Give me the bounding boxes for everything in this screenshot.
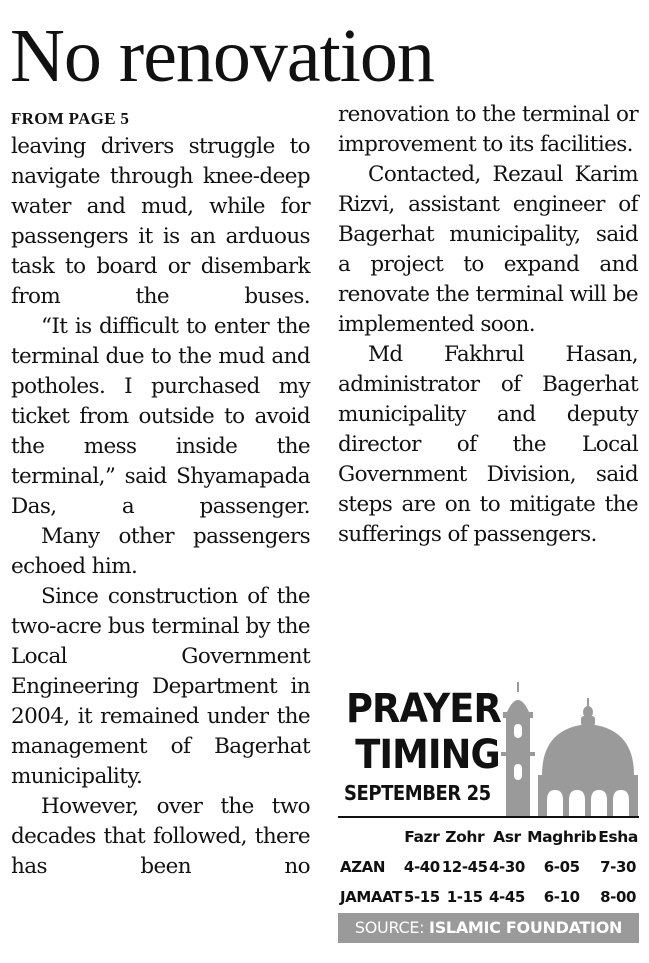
column-header: Asr <box>493 828 521 846</box>
table-cell: 8-00 <box>600 888 637 906</box>
paragraph: “It is difficult to enter the terminal due to the mud and potholes. I purchased my ticket from outside to avoid the mess inside the terminal,” said Shyamapada Das, a passenger. <box>11 314 310 519</box>
row-label: AZAN <box>340 858 386 876</box>
headline: No renovation <box>10 14 434 98</box>
paragraph: leaving drivers struggle to navigate through knee-deep water and mud, while for passengers it is an arduous task to board or disembark from the buses. <box>11 134 310 309</box>
row-label: JAMAAT <box>340 888 403 906</box>
table-cell: 4-30 <box>489 858 525 876</box>
table-cell: 6-05 <box>543 858 580 876</box>
source-bar <box>338 913 639 943</box>
table-cell: 1-15 <box>446 888 483 906</box>
paragraph: Since construction of the two-acre bus terminal by the Local Government Engineering Department in 2004, it remained under the management of Bagerhat municipality. <box>11 584 310 789</box>
paragraph: renovation to the terminal or improvement to its facilities. <box>338 102 638 157</box>
article-column-left <box>11 108 310 882</box>
mosque-icon <box>498 680 639 817</box>
prayer-date: SEPTEMBER 25 <box>344 781 491 805</box>
column-header-blank <box>338 822 402 852</box>
paragraph: Contacted, Rezaul Karim Rizvi, assistant engineer of Bagerhat municipality, said a project to expand and renovate the terminal will be implemented soon. <box>338 162 638 337</box>
prayer-title <box>346 686 501 778</box>
prayer-title-line1: PRAYER <box>346 686 501 732</box>
prayer-times-table <box>338 822 639 912</box>
table-cell: 6-10 <box>543 888 580 906</box>
prayer-divider <box>338 816 639 818</box>
table-row <box>338 852 639 882</box>
column-header: Esha <box>598 828 638 846</box>
prayer-title-line2: TIMING <box>355 732 500 778</box>
paragraph: Md Fakhrul Hasan, administrator of Bagerhat municipality and deputy director of the Local Government Division, said steps are on to mitigate the sufferings of passengers. <box>338 342 638 547</box>
prayer-timing-box <box>338 680 639 945</box>
table-cell: 7-30 <box>600 858 637 876</box>
table-cell: 12-45 <box>441 858 488 876</box>
article-column-right <box>338 102 638 550</box>
table-header-row <box>338 822 639 852</box>
table-row <box>338 882 639 912</box>
source-organization: ISLAMIC FOUNDATION <box>429 918 623 937</box>
column-header: Zohr <box>445 828 485 846</box>
jump-line: FROM PAGE 5 <box>11 109 130 128</box>
paragraph: Many other passengers echoed him. <box>11 524 310 579</box>
source-prefix: SOURCE: <box>354 918 425 937</box>
table-cell: 5-15 <box>403 888 440 906</box>
table-cell: 4-40 <box>403 858 440 876</box>
table-cell: 4-45 <box>489 888 525 906</box>
paragraph: However, over the two decades that followed, there has been no <box>11 794 310 879</box>
column-header: Maghrib <box>527 828 597 846</box>
column-header: Fazr <box>404 828 440 846</box>
